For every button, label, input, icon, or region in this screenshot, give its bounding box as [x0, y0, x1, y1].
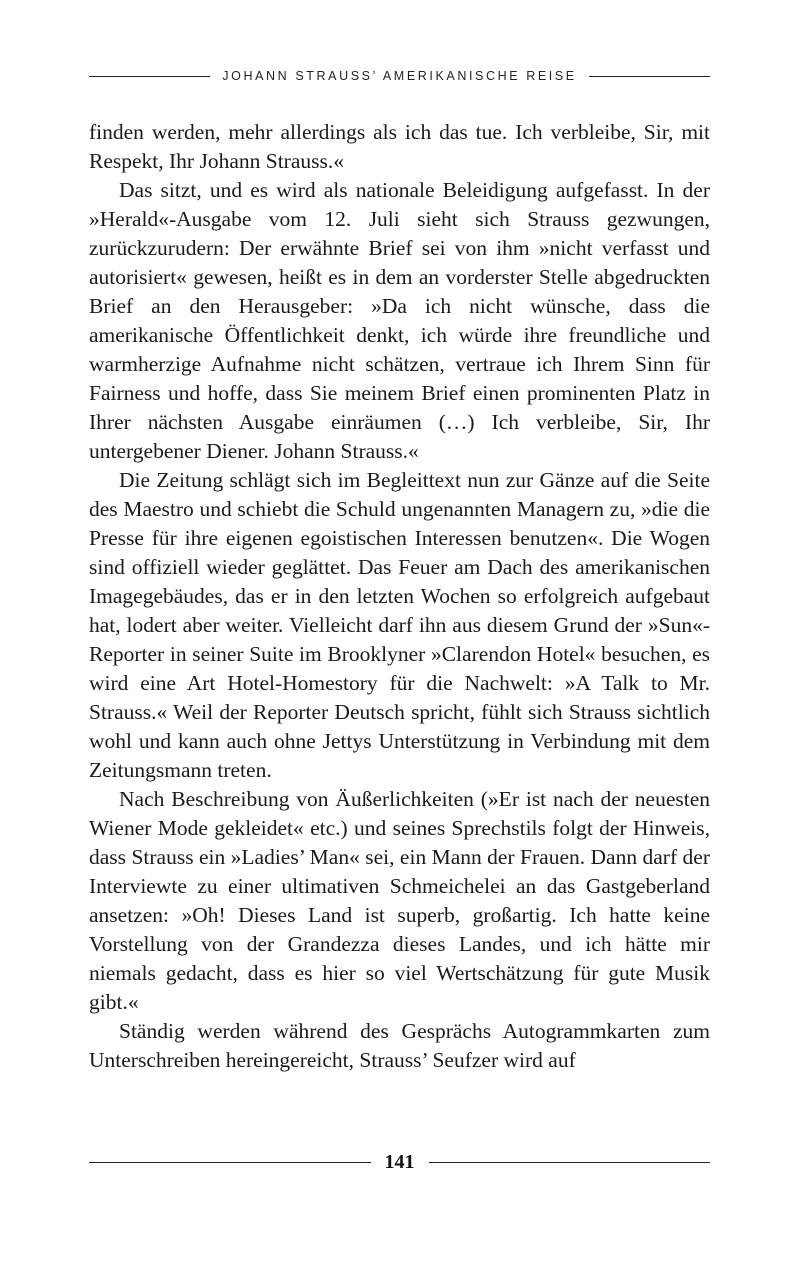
- body-text: [89, 118, 710, 1075]
- running-title: JOHANN STRAUSS’ AMERIKANISCHE REISE: [222, 69, 577, 83]
- header-rule-left: [89, 76, 210, 77]
- page-number: 141: [384, 1150, 415, 1173]
- paragraph-5: Ständig werden während des Gesprächs Autogrammkarten zum Unterschreiben hereingereicht, Strauss’ Seufzer wird auf: [89, 1019, 710, 1072]
- paragraph-2: Das sitzt, und es wird als nationale Beleidigung aufgefasst. In der »Herald«-Ausgabe vom 12. Juli sieht sich Strauss gezwungen, zurückzurudern: Der erwähnte Brief sei von ihm »nicht verfasst und autorisiert« gewesen, heißt es in dem an vorderster Stelle abgedruckten Brief an den Herausgeber: »Da ich nicht wünsche, dass die amerikanische Öffentlichkeit denkt, ich würde ihre freundliche und warmherzige Aufnahme nicht schätzen, vertraue ich Ihrem Sinn für Fairness und hoffe, dass Sie meinem Brief einen prominenten Platz in Ihrer nächsten Ausgabe einräumen (…) Ich verbleibe, Sir, Ihr untergebener Diener. Johann Strauss.«: [89, 178, 710, 463]
- footer-rule-left: [89, 1162, 371, 1163]
- paragraph-4: Nach Beschreibung von Äußerlichkeiten (»Er ist nach der neuesten Wiener Mode gekleidet« etc.) und seines Sprechstils folgt der Hinweis, dass Strauss ein »Ladies’ Man« sei, ein Mann der Frauen. Dann darf der Interviewte zu einer ultimativen Schmeichelei an das Gastgeberland ansetzen: »Oh! Dieses Land ist superb, großartig. Ich hatte keine Vorstellung von der Grandezza dieses Landes, und ich hätte mir niemals gedacht, dass es hier so viel Wertschätzung für gute Musik gibt.«: [89, 787, 710, 1014]
- paragraph-1: finden werden, mehr allerdings als ich das tue. Ich verbleibe, Sir, mit Respekt, Ihr Johann Strauss.«: [89, 120, 710, 173]
- footer-rule-right: [429, 1162, 711, 1163]
- header-rule-right: [589, 76, 710, 77]
- paragraph-3: Die Zeitung schlägt sich im Begleittext nun zur Gänze auf die Seite des Maestro und schiebt die Schuld ungenannten Managern zu, »die die Presse für ihre eigenen egoistischen Interessen benutzen«. Die Wogen sind offiziell wieder geglättet. Das Feuer am Dach des amerikanischen Imagegebäudes, das er in den letzten Wochen so erfolgreich aufgebaut hat, lodert aber weiter. Vielleicht darf ihn aus diesem Grund der »Sun«-Reporter in seiner Suite im Brooklyner »Clarendon Hotel« besuchen, es wird eine Art Hotel-Homestory für die Nachwelt: »A Talk to Mr. Strauss.« Weil der Reporter Deutsch spricht, fühlt sich Strauss sichtlich wohl und kann auch ohne Jettys Unterstützung in Verbindung mit dem Zeitungsmann treten.: [89, 468, 710, 782]
- page-footer: [89, 1150, 710, 1174]
- running-header: [89, 66, 710, 86]
